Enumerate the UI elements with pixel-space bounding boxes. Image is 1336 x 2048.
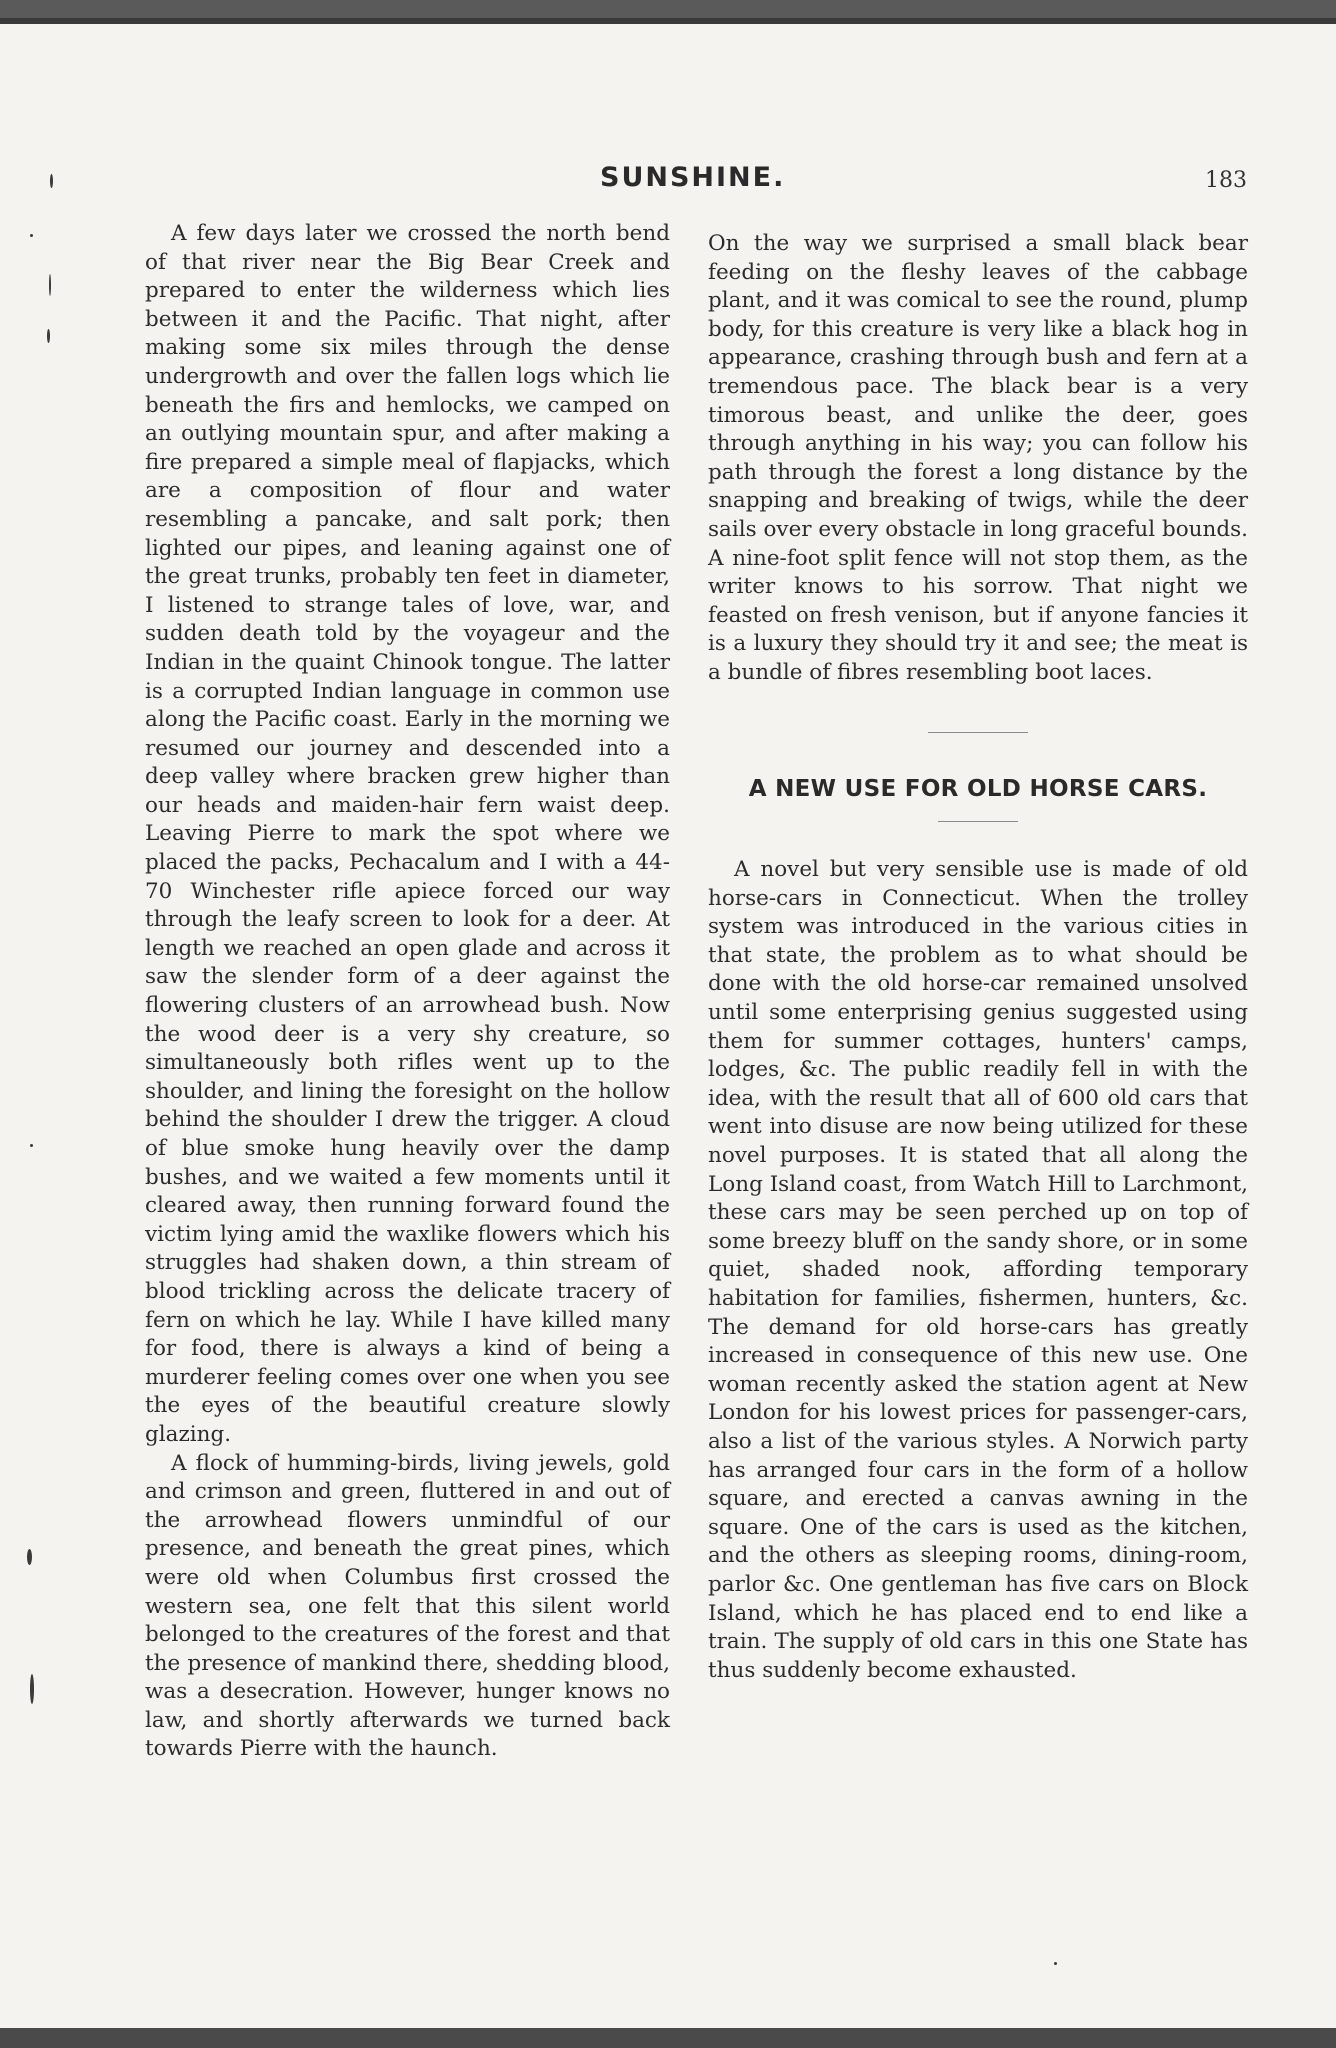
scan-speck [30,234,33,237]
article-heading: A NEW USE FOR OLD HORSE CARS. [748,775,1208,802]
article-paragraph: A novel but very sensible use is made of old horse-cars in Connecticut. When the trolley system was introduced in the various cities in that state, the problem as to what should be done with the old horse-car remained unsolved until some enterprising genius suggested using them for summer cottages, hunters' camps, lodges, &c. The public readily fell in with the idea, with the result that all of 600 old cars that went into disuse are now being utilized for these novel purposes. It is stated that all along the Long Island coast, from Watch Hill to Larchmont, these cars may be seen perched up on top of some breezy bluff on the sandy shore, or in some quiet, shaded nook, affording temporary habitation for families, fishermen, hunters, &c. The demand for old horse-cars has greatly increased in consequence of this new use. One woman recently asked the station agent at New London for his lowest prices for passenger-cars, also a list of the various styles. A Norwich party has arranged four cars in the form of a hollow square, and erected a canvas awning in the square. One of the cars is used as the kitchen, and the others as sleeping rooms, dining-room, parlor &c. One gentleman has five cars on Block Island, which he has placed end to end like a train. The supply of old cars in this one State has thus suddenly become exhausted. [708,857,1248,1683]
journal-title: SUNSHINE. [600,162,786,193]
scanned-page [0,18,1336,2034]
paragraph: A few days later we crossed the north bend of that river near the Big Bear Creek and prepared to enter the wilderness which lies between it and the Pacific. That night, after making some six miles through the dense undergrowth and over the fallen logs which lie beneath the firs and hemlocks, we camped on an outlying mountain spur, and after making a fire prepared a simple meal of flapjacks, which are a composition of flour and water resembling a pancake, and salt pork; then lighted our pipes, and leaning against one of the great trunks, probably ten feet in diameter, I listened to strange tales of love, war, and sudden death told by the voyageur and the Indian in the quaint Chinook tongue. The latter is a corrupted Indian language in common use along the Pacific coast. Early in the morning we resumed our journey and descended into a deep valley where bracken grew higher than our heads and maiden-hair fern waist deep. Leaving Pierre to mark the spot where we placed the packs, Pechacalum and I with a 44-70 Winchester rifle apiece forced our way through the leafy screen to look for a deer. At length we reached an open glade and across it saw the slender form of a deer against the flowering clusters of an arrowhead bush. Now the wood deer is a very shy creature, so simultaneously both rifles went up to the shoulder, and lining the foresight on the hollow behind the shoulder I drew the trigger. A cloud of blue smoke hung heavily over the damp bushes, and we waited a few moments until it cleared away, then running forward found the victim lying amid the waxlike flowers which his struggles had shaken down, a thin stream of blood trickling across the delicate tracery of fern on which he lay. While I have killed many for food, there is always a kind of being a murderer feeling comes over one when you see the eyes of the beautiful creature slowly glazing. [145,221,670,1447]
continued-paragraph: On the way we surprised a small black bear feeding on the fleshy leaves of the cabbage plant, and it was comical to see the round, plump body, for this creature is very like a black hog in appearance, crashing through bush and fern at a tremendous pace. The black bear is a very timorous beast, and unlike the deer, goes through anything in his way; you can follow his path through the forest a long distance by the snapping and breaking of twigs, while the deer sails over every obstacle in long graceful bounds. A nine-foot split fence will not stop them, as the writer knows to his sorrow. That night we feasted on fresh venison, but if anyone fancies it is a luxury they should try it and see; the meat is a bundle of fibres resembling boot laces. [708,231,1248,685]
section-divider [928,732,1028,733]
scan-speck [1054,1962,1057,1965]
scan-speck [30,1144,33,1147]
scan-border [0,2028,1336,2048]
scan-speck [49,274,51,296]
scan-speck [27,1549,32,1565]
right-column [708,230,1248,1685]
scan-speck [30,1674,34,1704]
scan-speck [50,174,53,188]
scan-speck [47,329,50,343]
page-number: 183 [1205,168,1247,193]
paragraph: A flock of humming-birds, living jewels, gold and crimson and green, fluttered in and out of the arrowhead flowers unmindful of our presence, and beneath the great pines, which were old when Columbus first crossed the western sea, one felt that this silent world belonged to the creatures of the forest and that the presence of mankind there, shedding blood, was a desecration. However, hunger knows no law, and shortly afterwards we turned back towards Pierre with the haunch. [145,1450,670,1762]
heading-rule [938,821,1018,822]
left-column [145,220,670,1764]
